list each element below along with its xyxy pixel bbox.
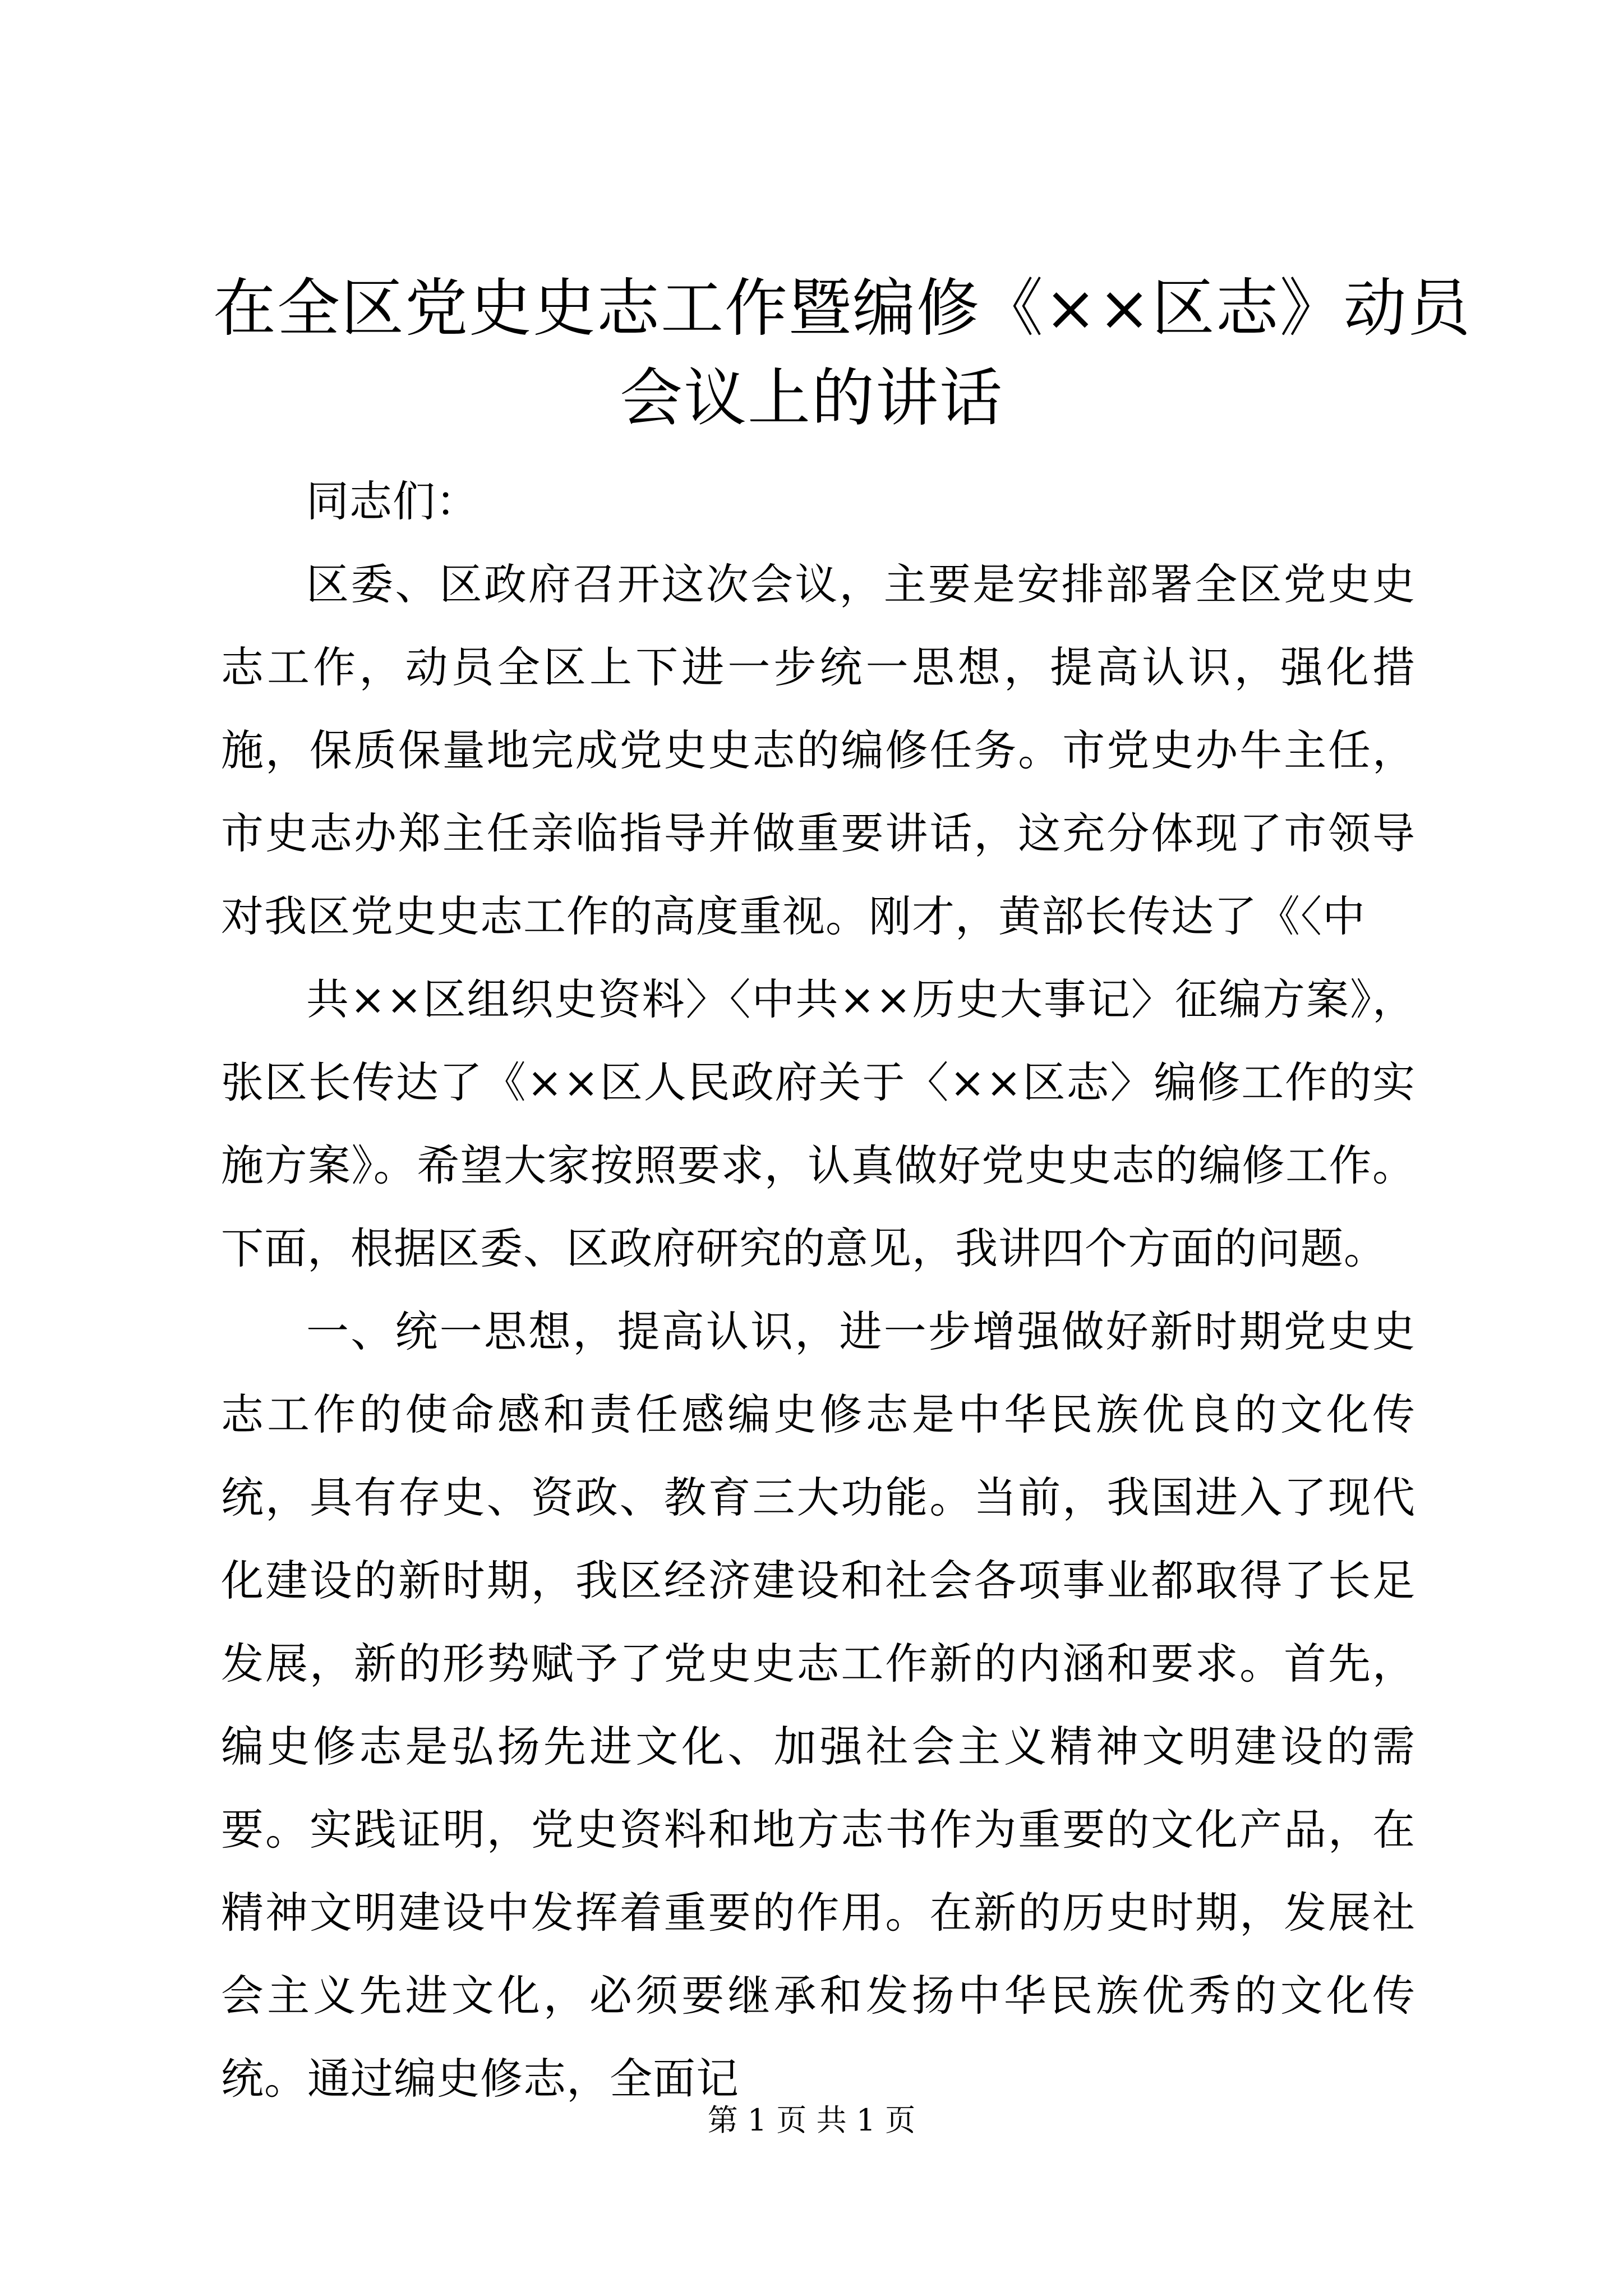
paragraph-3: 一、统一思想，提高认识，进一步增强做好新时期党史史志工作的使命感和责任感编史修志是中华民族优良的文化传统，具有存史、资政、教育三大功能。当前，我国进入了现代化建设的新时期，我区经济建设和社会各项事业都取得了长足发展，新的形势赋予了党史史志工作新的内涵和要求。首先，编史修志是弘扬先进文化、加强社会主义精神文明建设的需要。实践证明，党史资料和地方志书作为重要的文化产品，在精神文明建设中发挥着重要的作用。在新的历史时期，发展社会主义先进文化，必须要继承和发扬中华民族优秀的文化传统。通过编史修志，全面记: [221, 1306, 1415, 2104]
title-line-1: 在全区党史史志工作暨编修《××区志》动员: [213, 272, 1472, 345]
paragraph-1: 区委、区政府召开这次会议，主要是安排部署全区党史史志工作，动员全区上下进一步统一思想，提高认识，强化措施，保质保量地完成党史史志的编修任务。市党史办牛主任，市史志办郑主任亲临指导并做重要讲话，这充分体现了市领导对我区党史史志工作的高度重视。刚才，黄部长传达了《〈中: [221, 559, 1415, 941]
paragraph-2: 共××区组织史资料〉〈中共××历史大事记〉征编方案》，张区长传达了《××区人民政府关于〈××区志〉编修工作的实施方案》。希望大家按照要求，认真做好党史史志的编修工作。下面，根据区委、区政府研究的意见，我讲四个方面的问题。: [221, 974, 1415, 1273]
page-footer: 第 1 页 共 1 页: [707, 2102, 916, 2138]
title-line-2: 会议上的讲话: [620, 362, 1003, 435]
salutation: 同志们：: [306, 476, 479, 526]
document-body: [221, 460, 1415, 2120]
document-title: [213, 264, 1472, 443]
